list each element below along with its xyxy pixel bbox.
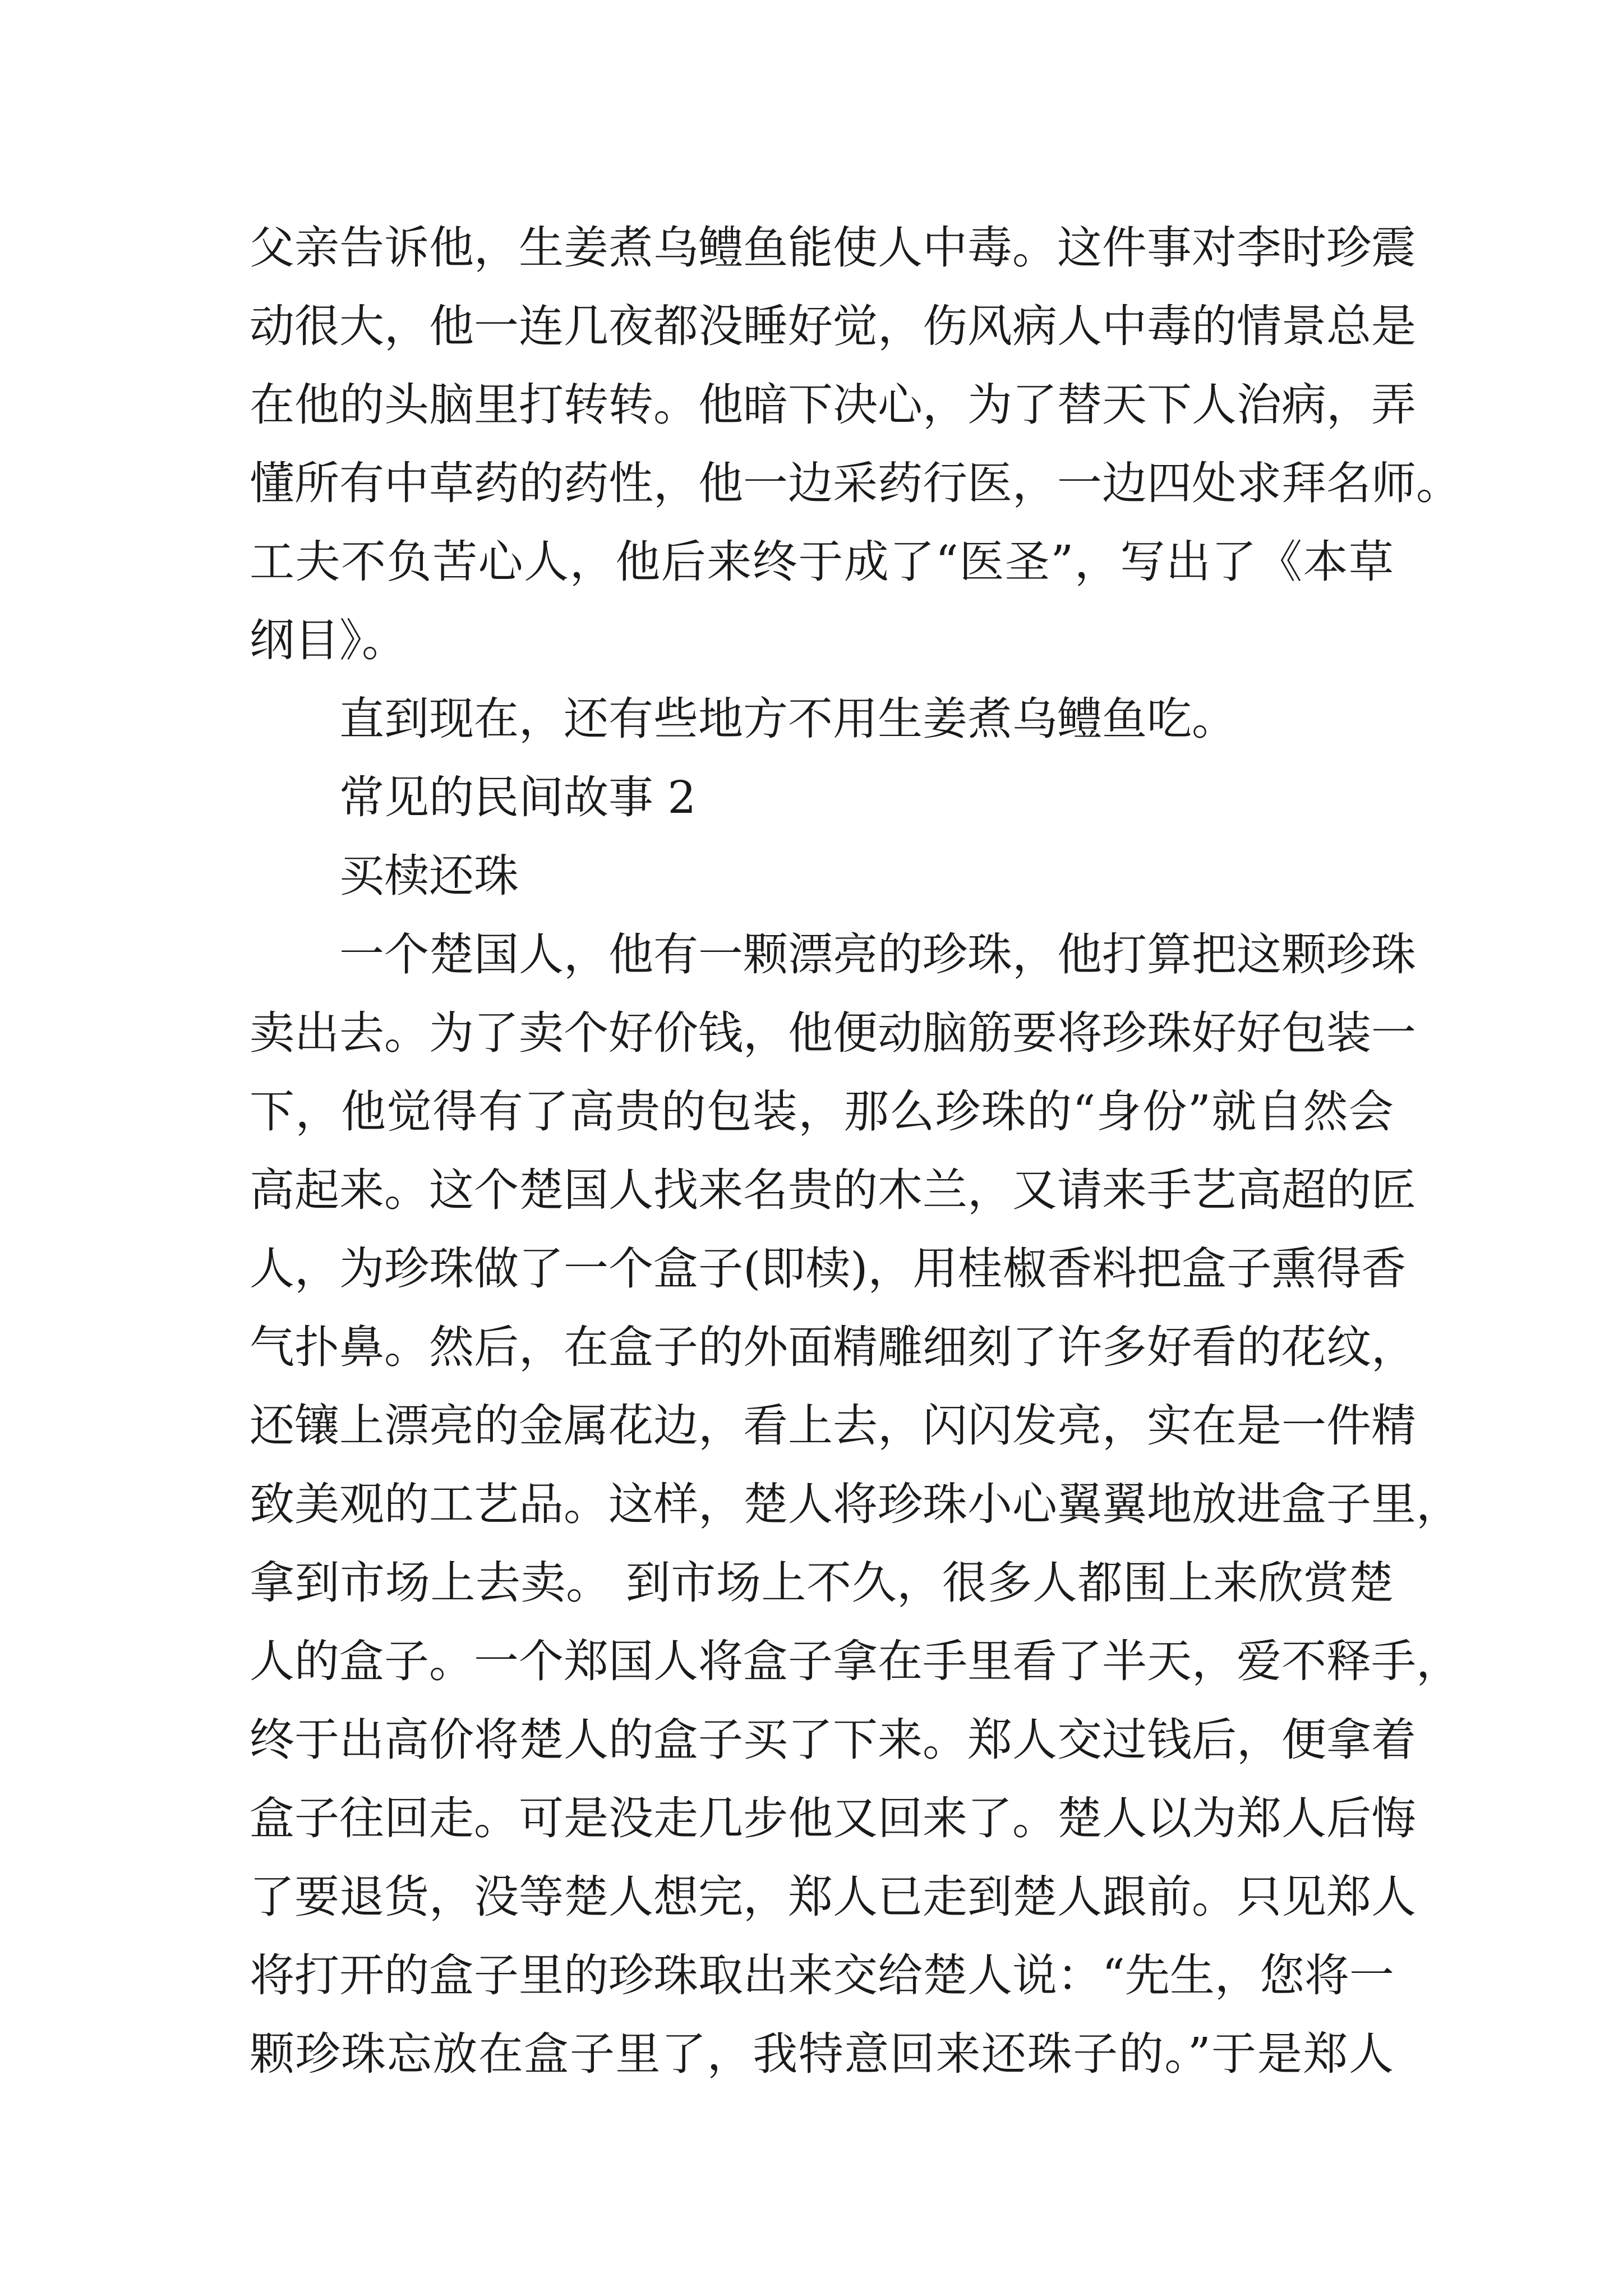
text-line: 人，为珍珠做了一个盒子(即椟)，用桂椒香料把盒子熏得香	[250, 1243, 1407, 1295]
text-line: 卖出去。为了卖个好价钱，他便动脑筋要将珍珠好好包装一	[250, 1007, 1416, 1059]
text-line: 动很大，他一连几夜都没睡好觉，伤风病人中毒的情景总是	[250, 300, 1416, 352]
text-line: 致美观的工艺品。这样，楚人将珍珠小心翼翼地放进盒子里，	[250, 1478, 1461, 1530]
paragraph-still-today	[250, 680, 1394, 758]
paragraph-li-shizhen-ending	[250, 209, 1461, 680]
text-line: 高起来。这个楚国人找来名贵的木兰，又请来手艺高超的匠	[250, 1164, 1416, 1216]
text-line: 盒子往回走。可是没走几步他又回来了。楚人以为郑人后悔	[250, 1792, 1416, 1844]
text-line: 将打开的盒子里的珍珠取出来交给楚人说：“先生，您将一	[250, 1949, 1394, 2001]
text-line: 人的盒子。一个郑国人将盒子拿在手里看了半天，爱不释手，	[250, 1635, 1461, 1687]
text-line: 还镶上漂亮的金属花边，看上去，闪闪发亮，实在是一件精	[250, 1400, 1416, 1452]
text-line: 纲目》。	[250, 614, 407, 666]
section-heading	[250, 758, 1394, 837]
text-line: 工夫不负苦心人，他后来终于成了“医圣”，写出了《本草	[250, 536, 1394, 588]
text-line: 在他的头脑里打转转。他暗下决心，为了替天下人治病，弄	[250, 379, 1416, 431]
text-line: 颗珍珠忘放在盒子里了，我特意回来还珠子的。”于是郑人	[250, 2028, 1394, 2080]
document-body	[250, 209, 1461, 2093]
paragraph-story-body	[250, 915, 1461, 2093]
text-line: 懂所有中草药的药性，他一边采药行医，一边四处求拜名师。	[250, 457, 1461, 509]
text-line: 终于出高价将楚人的盒子买了下来。郑人交过钱后，便拿着	[250, 1714, 1416, 1766]
story-title-text: 买椟还珠	[339, 850, 519, 902]
section-heading-text: 常见的民间故事 2	[339, 771, 697, 823]
story-title	[250, 837, 1394, 915]
text-line: 了要退货，没等楚人想完，郑人已走到楚人跟前。只见郑人	[250, 1871, 1416, 1923]
text-line: 气扑鼻。然后，在盒子的外面精雕细刻了许多好看的花纹，	[250, 1321, 1416, 1373]
text-line: 拿到市场上去卖。 到市场上不久，很多人都围上来欣赏楚	[250, 1557, 1394, 1609]
text-line: 直到现在，还有些地方不用生姜煮乌鳢鱼吃。	[339, 693, 1237, 745]
text-line: 一个楚国人，他有一颗漂亮的珍珠，他打算把这颗珍珠	[339, 928, 1416, 981]
text-line: 父亲告诉他，生姜煮乌鳢鱼能使人中毒。这件事对李时珍震	[250, 222, 1416, 274]
text-line: 下，他觉得有了高贵的包装，那么珍珠的“身份”就自然会	[250, 1085, 1394, 1138]
